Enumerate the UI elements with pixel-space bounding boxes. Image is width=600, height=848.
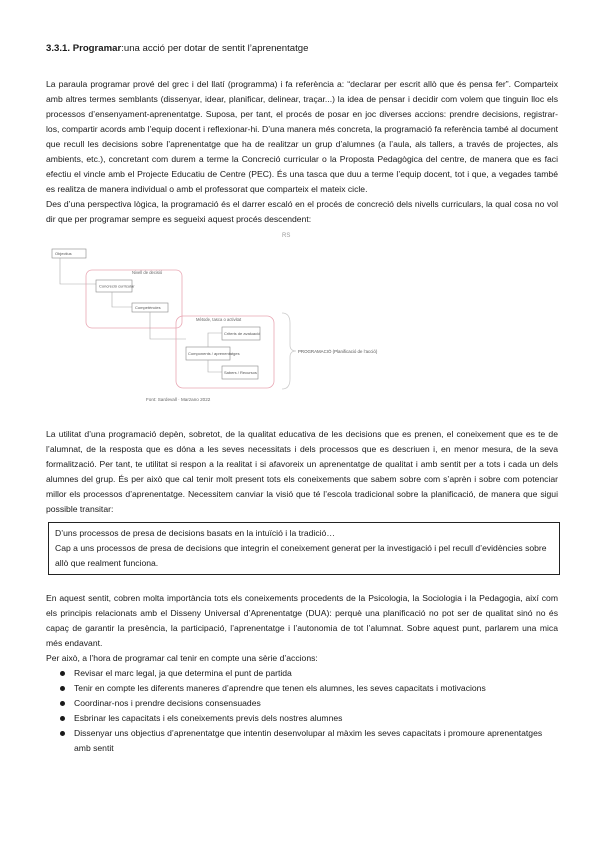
list-item xyxy=(60,726,558,756)
section-heading xyxy=(46,43,558,54)
paragraph-definition: La paraula programar prové del grec i del llatí (programma) i fa referència a: “declarar per escrit allò que és pensa fer”. Comparteix amb altres termes semblants (dissenyar, idear, planificar, delinear, traçar...) la idea de pensar i decidir com volem que tinguin lloc els processos d’ensenyament-aprenentatge. Suposa, per tant, el procés de posar en joc diverses accions: prendre decisions, registrar-los, compartir acords amb l’equip docent i reflexionar-hi. D’una manera més concreta, la programació fa referència també al document que recull les decisions sobre l’aprenentatge que ha de realitzar un grup d’alumnes (a l’aula, als tallers, a través de projectes, als ambients, etc.), concretant com durem a terme la Concreció curricular o la Proposta Pedagògica del centre, de manera que es faci efectiu el vincle amb el Projecte Educatiu de Centre (PEC). És una tasca que duu a terme l’equip docent, tot i que, a vegades també es realitza de manera individual o amb el professorat que comparteix el mateix cicle. xyxy=(46,79,558,194)
diagram-connector xyxy=(112,292,132,307)
diagram-text-components: Components / aprenentatges xyxy=(188,351,240,356)
paragraph-utility: La utilitat d’una programació depèn, sobretot, de la qualitat educativa de les decisions que es prenen, el coneixement que es te de l’alumnat, de la resposta que es dóna a les seves necessitats i dels processos que es descriuen i, en menor mesura, de la seva formalització. Per tant, te utilitat si respon a la realitat i si afavoreix un aprenentatge de qualitat i amb sentit per a tots i cada un dels alumnes del grup. És per això que cal tenir molt present tots els coneixements que sabem sobre com s’aprèn i sobre com potenciar millor els processos d’aprenentatge. Necessitem canviar la visió que té l’escola tradicional sobre la planificació, de manera que sigui possible transitar: xyxy=(46,429,558,514)
document-page xyxy=(46,43,558,756)
list-item-text: Dissenyar uns objectius d’aprenentatge que intentin desenvolupar al màxim les seves capacitats i promoure aprenentatges amb sentit xyxy=(74,728,543,753)
diagram-connector xyxy=(208,360,222,372)
curriculum-diagram xyxy=(46,229,558,409)
section-number: 3.3.1. xyxy=(46,43,71,54)
diagram-group-1-label: Nivell de decisió xyxy=(132,270,163,275)
bullet-icon xyxy=(60,731,65,736)
quote-box xyxy=(48,522,560,575)
diagram-side-text: PROGRAMACIÓ (Planificació de l’acció) xyxy=(298,349,378,354)
section-title-bold: Programar xyxy=(72,43,122,54)
diagram-text-criteris: Criteris de avaluació xyxy=(224,331,261,336)
diagram-connector xyxy=(208,333,222,347)
diagram-text-objectius: Objectius xyxy=(55,251,72,256)
diagram-text-concrecio: Concreció curricular xyxy=(99,283,135,289)
list-item-text: Esbrinar les capacitats i els coneixements previs dels nostres alumnes xyxy=(74,713,343,723)
bullet-icon xyxy=(60,701,65,706)
bullet-icon xyxy=(60,671,65,676)
paragraph-actions-intro: Per això, a l’hora de programar cal tenir en compte una sèrie d’accions: xyxy=(46,653,318,663)
paragraph-perspective: Des d’una perspectiva lògica, la programació és el darrer escaló en el procés de concreció dels nivells curriculars, la qual cosa no vol dir que per programar sempre es segueixi aquest procés descendent: xyxy=(46,199,558,224)
diagram-brace xyxy=(282,313,296,389)
diagram-connector xyxy=(60,258,96,284)
list-item xyxy=(60,681,558,696)
diagram-text-sabers: Sabers / Recursos xyxy=(224,370,257,375)
diagram-group-1 xyxy=(86,270,182,328)
list-item xyxy=(60,711,558,726)
section-title-rest: :una acció per dotar de sentit l’aprenentatge xyxy=(121,43,309,54)
diagram-watermark: RS xyxy=(282,233,291,239)
list-item-text: Revisar el marc legal, ja que determina el punt de partida xyxy=(74,668,292,678)
diagram-group-2-label: Mètode, tasca o activitat xyxy=(196,317,242,322)
list-item xyxy=(60,696,558,711)
list-item-text: Tenir en compte les diferents maneres d’aprendre que tenen els alumnes, les seves capacitats i motivacions xyxy=(74,683,486,693)
bullet-icon xyxy=(60,686,65,691)
quote-line-1: D’uns processos de presa de decisions basats en la intuïció i la tradició… xyxy=(55,528,335,538)
diagram-text-competencies: Competències xyxy=(135,305,161,310)
bullet-icon xyxy=(60,716,65,721)
list-item-text: Coordinar-nos i prendre decisions consensuades xyxy=(74,698,261,708)
actions-list xyxy=(46,666,558,756)
quote-line-2: Cap a uns processos de presa de decisions que integrin el coneixement generat per la investigació i pel recull d’evidències sobre allò que realment funciona. xyxy=(55,543,547,568)
diagram-caption: Font: Sardevall · Marzano 2022 xyxy=(146,397,211,402)
paragraph-importance: En aquest sentit, cobren molta importància tots els coneixements procedents de la Psicologia, la Sociologia i la Pedagogia, així com els principis relacionats amb el Disseny Universal d’Aprenentatge (DUA): perquè una planificació no pot ser de qualitat sinó no és capaç de garantir la presència, la participació, l’aprenentatge i l’autonomia de tot l’alumnat. Sobre aquest punt, parlarem una mica més endavant. xyxy=(46,593,558,648)
list-item xyxy=(60,666,558,681)
